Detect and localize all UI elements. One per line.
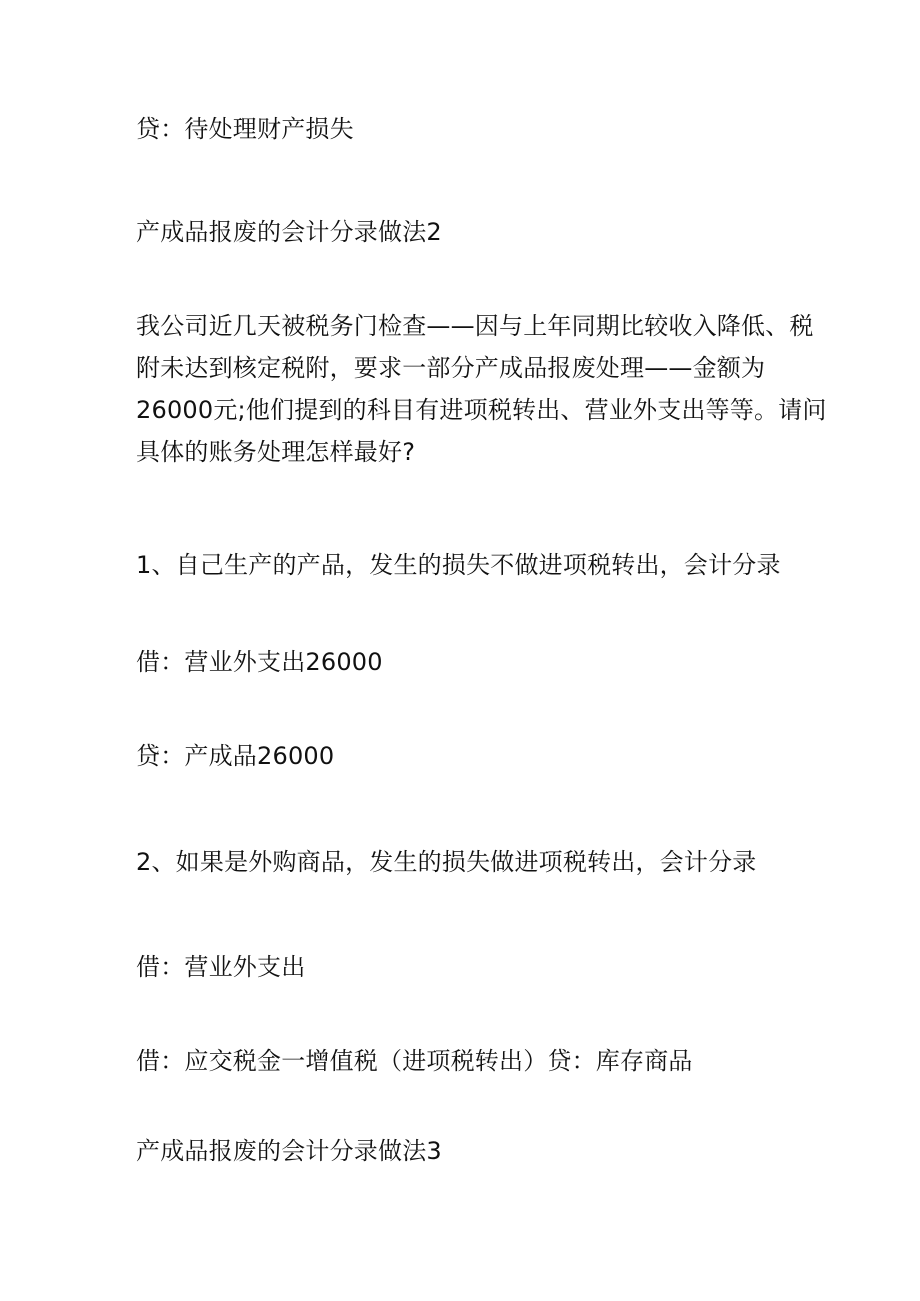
question-line-1: 我公司近几天被税务门检查——因与上年同期比较收入降低、税 [136,312,814,340]
question-line-3: 26000元;他们提到的科目有进项税转出、营业外支出等等。请问 [136,396,827,424]
question-line-2: 附未达到核定税附，要求一部分产成品报废处理——金额为 [136,354,766,382]
debit-vat-credit-inventory: 借：应交税金一增值税（进项税转出）贷：库存商品 [136,1047,693,1075]
answer-item-1: 1、自己生产的产品，发生的损失不做进项税转出，会计分录 [136,551,781,579]
section-heading-method-3: 产成品报废的会计分录做法3 [136,1137,442,1165]
section-heading-method-2: 产成品报废的会计分录做法2 [136,218,442,246]
credit-finished-goods-26000: 贷：产成品26000 [136,742,335,770]
credit-pending-loss-line: 贷：待处理财产损失 [136,115,354,143]
question-paragraph [136,305,827,473]
question-line-4: 具体的账务处理怎样最好? [136,438,416,466]
debit-nonoperating-expense-26000: 借：营业外支出26000 [136,648,383,676]
debit-nonoperating-expense: 借：营业外支出 [136,953,306,981]
answer-item-2: 2、如果是外购商品，发生的损失做进项税转出，会计分录 [136,848,757,876]
